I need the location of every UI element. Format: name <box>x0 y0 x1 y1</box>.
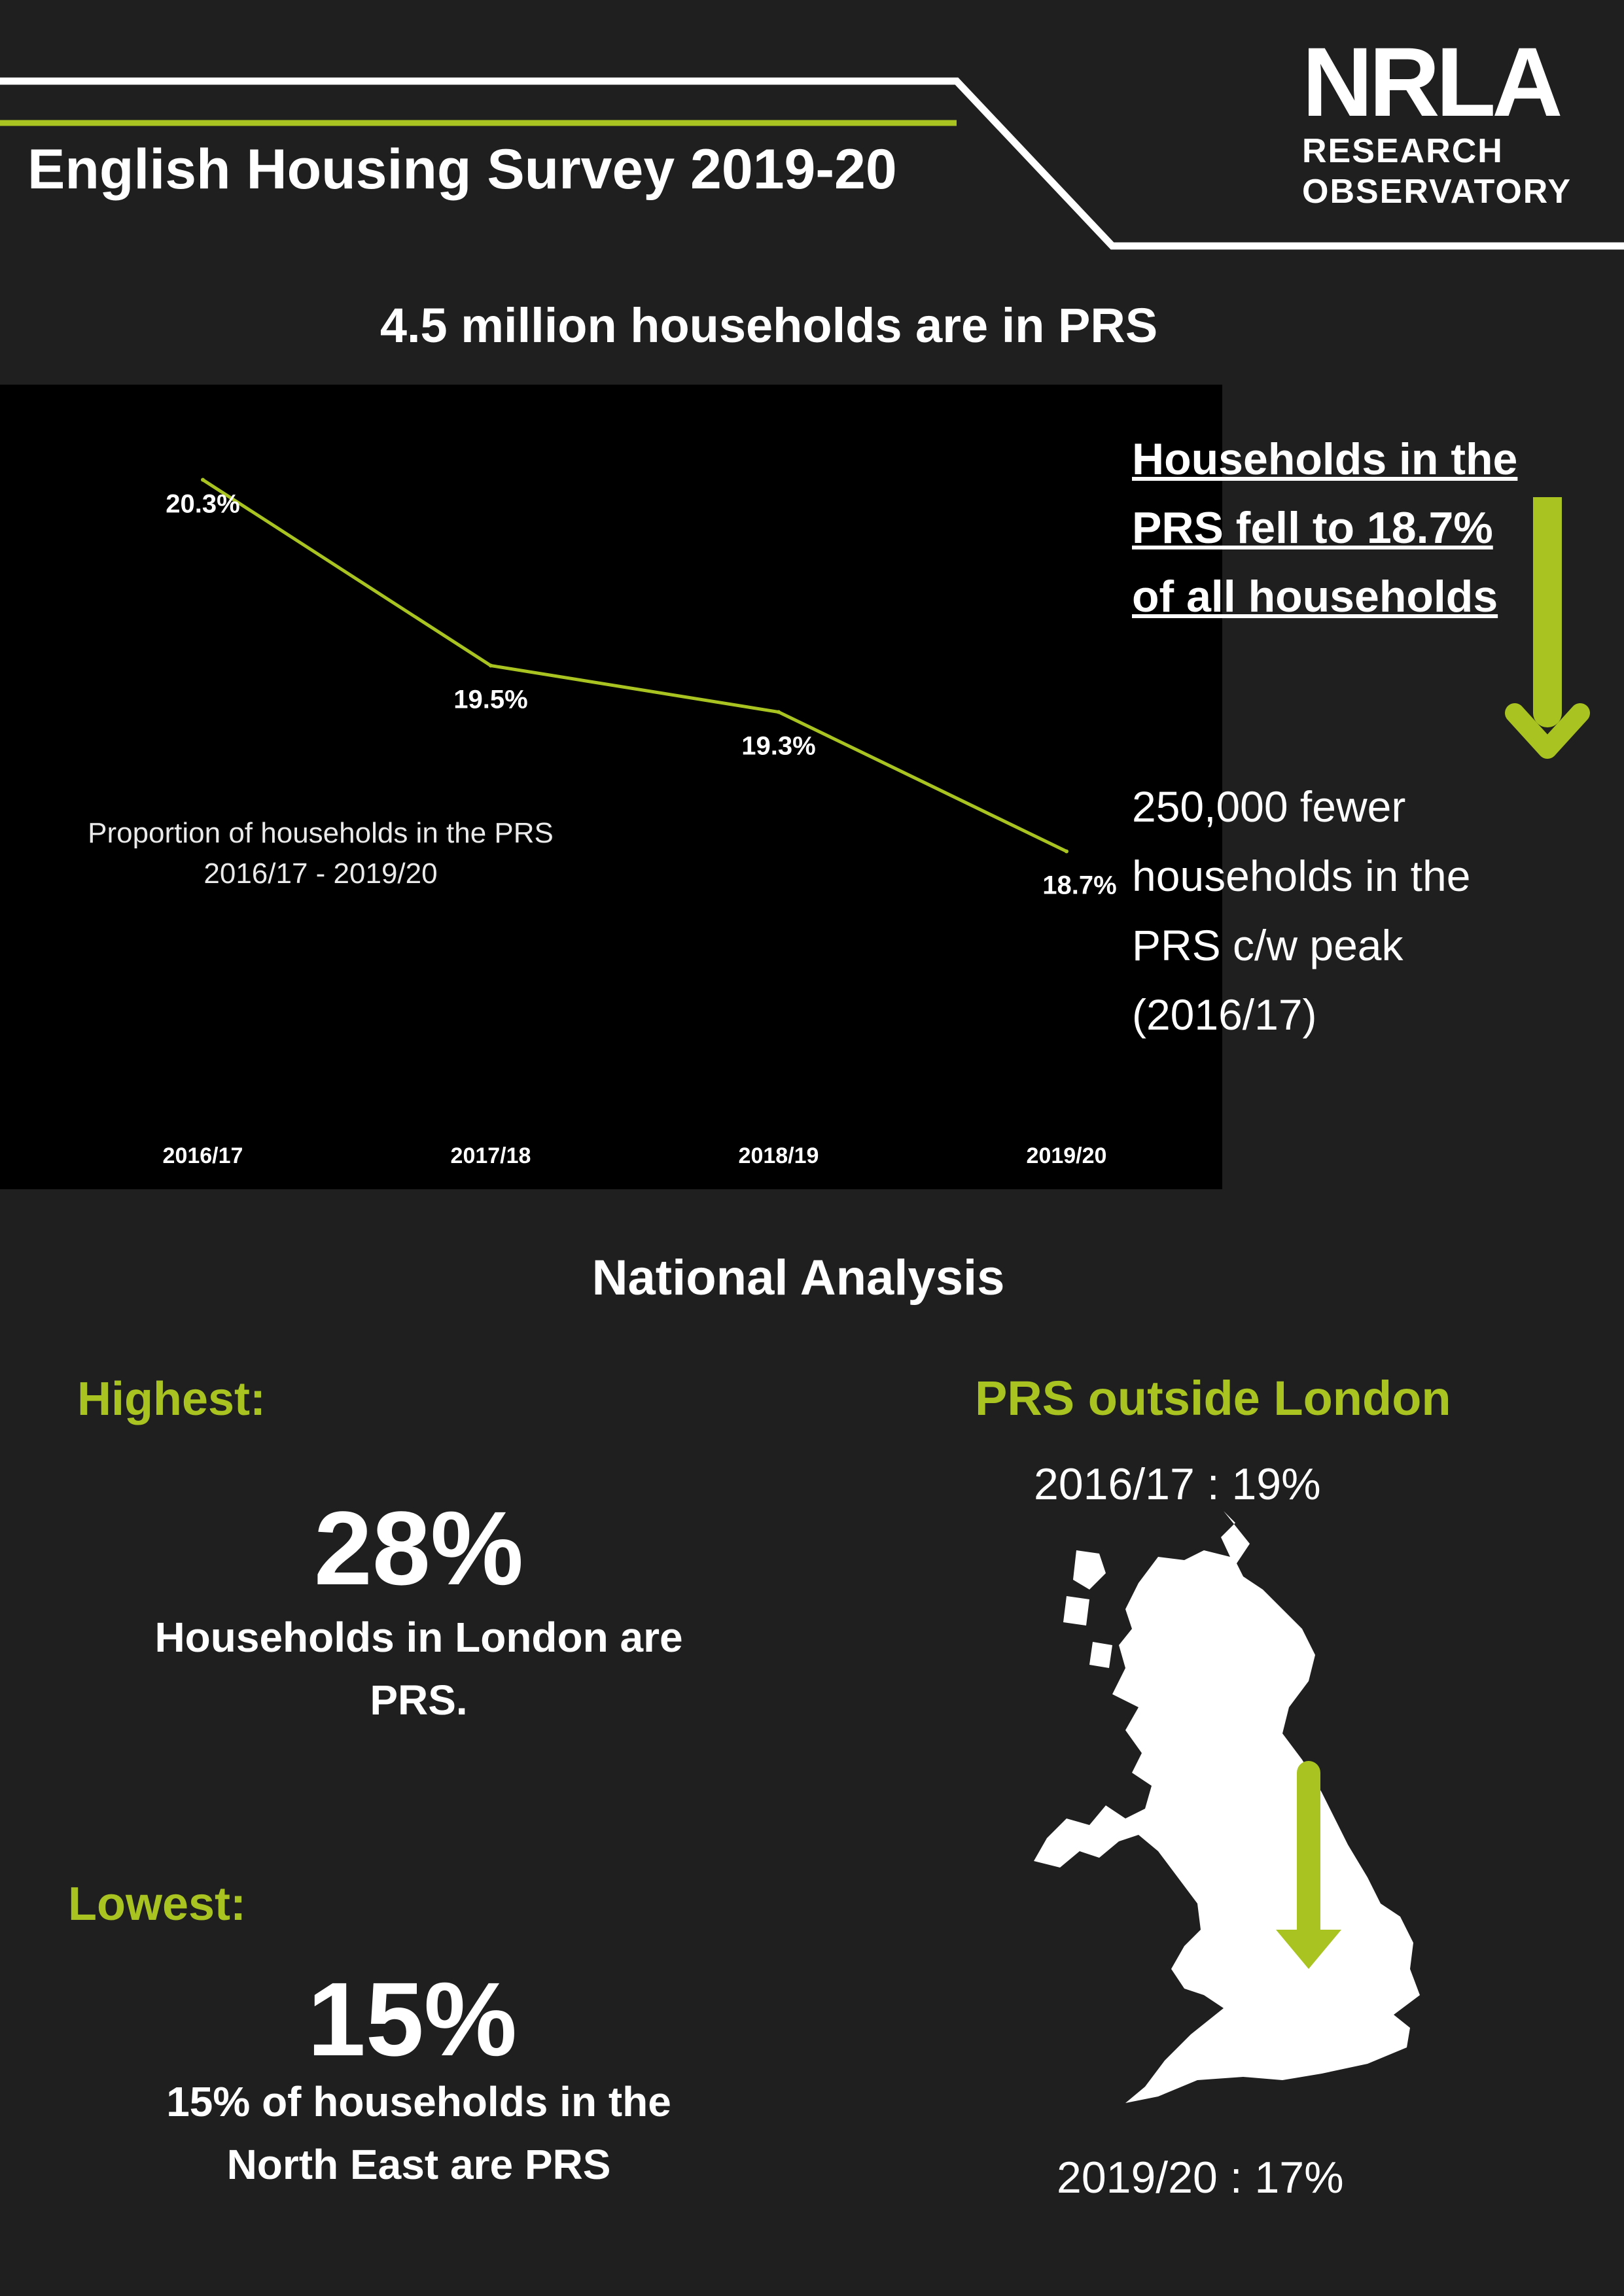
lowest-value: 15% <box>307 1960 518 2078</box>
data-point <box>777 710 781 714</box>
x-tick-label: 2019/20 <box>1026 1143 1107 1168</box>
chart-title-line1: Proportion of households in the PRS <box>88 817 554 849</box>
arrow-down-icon <box>1505 497 1590 772</box>
highest-label: Highest: <box>77 1373 266 1425</box>
x-tick-label: 2017/18 <box>450 1143 531 1168</box>
callout-text: 250,000 fewer households in the PRS c/w peak (2016/17) <box>1132 782 1471 1039</box>
data-point <box>489 664 493 668</box>
outside-london-2020: 2019/20 : 17% <box>1057 2153 1344 2202</box>
lowest-description: 15% of households in the North East are PRS <box>166 2078 671 2188</box>
chart-svg <box>0 385 1222 1189</box>
logo-subtitle-research: RESEARCH <box>1302 132 1504 170</box>
chart-title-line2: 2016/17 - 2019/20 <box>203 858 438 890</box>
logo-subtitle-observatory: OBSERVATORY <box>1302 173 1572 211</box>
nrla-logo <box>1302 27 1590 212</box>
outside-london-2016: 2016/17 : 19% <box>1034 1459 1321 1509</box>
logo-name: NRLA <box>1302 27 1559 137</box>
data-point <box>1065 850 1068 854</box>
headline: 4.5 million households are in PRS <box>380 298 1158 353</box>
outside-london-label: PRS outside London <box>975 1371 1451 1425</box>
chart-title <box>26 813 615 894</box>
highest-value: 28% <box>313 1489 524 1607</box>
data-label: 19.3% <box>741 731 816 761</box>
data-label: 20.3% <box>166 489 240 519</box>
x-tick-label: 2018/19 <box>738 1143 819 1168</box>
data-label: 18.7% <box>1042 871 1117 900</box>
page-title: English Housing Survey 2019-20 <box>27 138 897 201</box>
x-tick-label: 2016/17 <box>162 1143 243 1168</box>
callout-title: Households in the PRS fell to 18.7% of all households <box>1132 434 1518 621</box>
data-label: 19.5% <box>453 685 528 714</box>
section-title: National Analysis <box>591 1250 1005 1306</box>
highest-description: Households in London are PRS. <box>154 1614 683 1724</box>
line-chart <box>0 385 1222 1189</box>
lowest-label: Lowest: <box>68 1878 247 1930</box>
data-point <box>201 478 205 482</box>
uk-map-icon <box>1027 1511 1446 2119</box>
series-line <box>203 480 1067 852</box>
